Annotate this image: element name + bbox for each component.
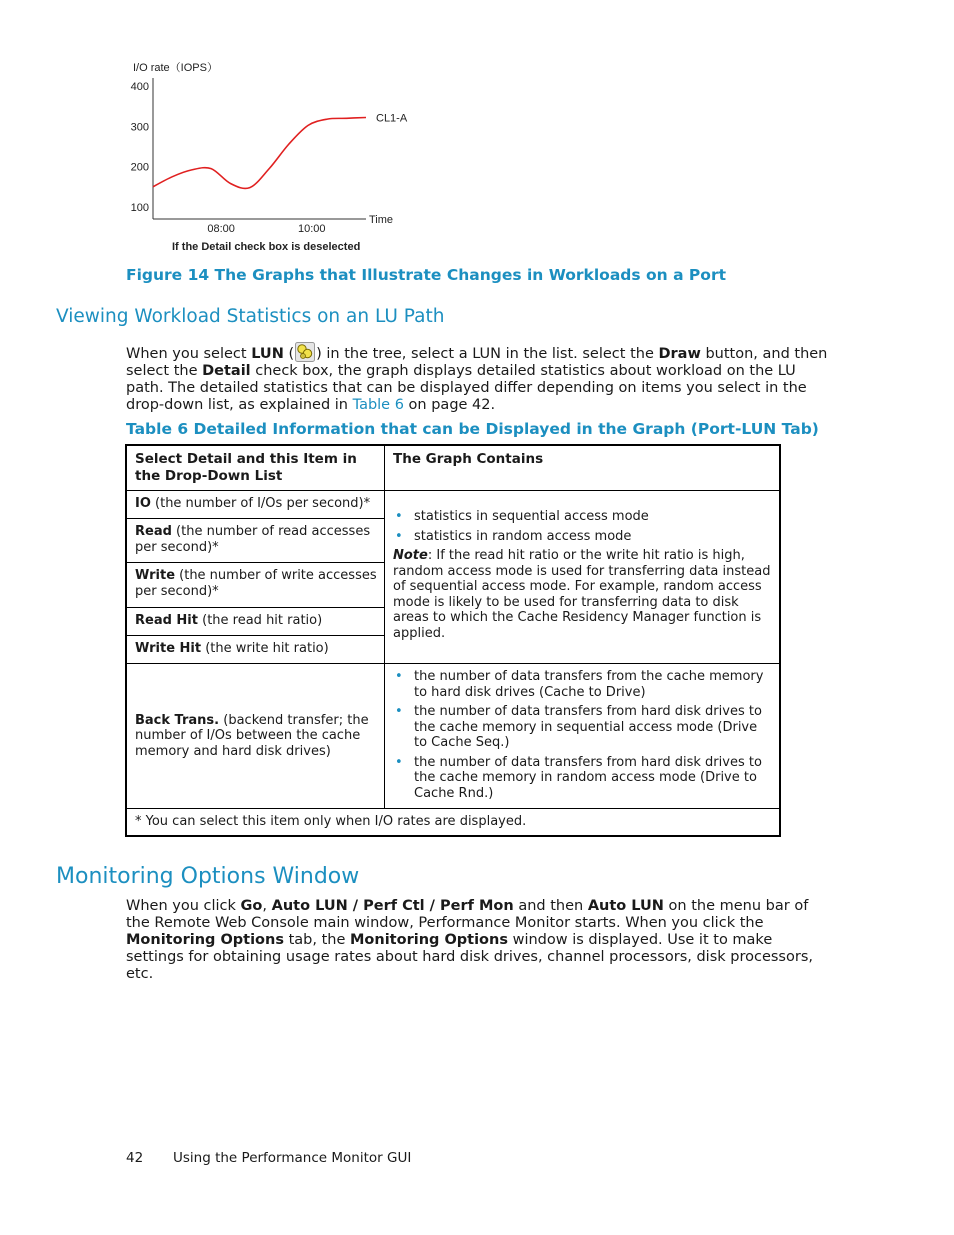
y-tick-label: 400: [130, 81, 149, 94]
item-name: Write: [135, 568, 176, 584]
section-paragraph: [126, 342, 834, 414]
main-paragraph: [126, 898, 834, 983]
table-header-row: [126, 445, 780, 491]
y-axis-label: I/O rate（IOPS）: [133, 62, 218, 74]
bold-run: Draw: [658, 346, 701, 362]
main-heading: Monitoring Options Window: [56, 864, 360, 889]
bold-run: Auto LUN / Perf Ctl / Perf Mon: [271, 898, 514, 914]
x-tick-label: 08:00: [207, 223, 235, 235]
item-desc: (the read hit ratio): [197, 612, 323, 628]
series-line-cl1-a: [153, 118, 366, 189]
bold-run: Detail: [202, 363, 251, 379]
table-caption: Table 6 Detailed Information that can be Displayed in the Graph (Port-LUN Tab): [126, 420, 819, 438]
note-text: : If the read hit ratio or the write hit ratio is high, random access mode is used for transferring data instead of sequential access mode. For example, random access mode is likely to be used for transferring data to disk areas to which the Cache Residency Manager function is applied.: [393, 548, 771, 641]
y-tick-label: 100: [130, 201, 149, 214]
section-heading: Viewing Workload Statistics on an LU Path: [56, 306, 445, 327]
list-item: [393, 509, 772, 525]
bullet-icon: •: [395, 669, 403, 684]
list-item-text: the number of data transfers from hard disk drives to the cache memory in random access mode (Drive to Cache Rnd.): [414, 754, 762, 801]
text-run: tab, the: [283, 932, 350, 948]
y-tick-label: 200: [130, 161, 149, 174]
bullet-icon: •: [395, 509, 403, 524]
bold-run: Auto LUN: [587, 898, 664, 914]
table-footnote: * You can select this item only when I/O rates are displayed.: [126, 809, 780, 836]
table-row: [126, 664, 780, 809]
text-run: window is displayed. Use it to make settings for obtaining usage rates about hard disk drives, channel processors, disk processors, etc.: [126, 932, 813, 982]
table-header-cell: The Graph Contains: [385, 445, 781, 491]
table-cell: [126, 607, 385, 635]
bullet-list: [393, 509, 772, 544]
table-cell-group1: [385, 491, 781, 664]
table-note: [393, 548, 772, 641]
note-label: Note: [393, 548, 428, 563]
workload-chart: [120, 56, 420, 256]
list-item: [393, 755, 772, 802]
text-run: When you select: [126, 346, 252, 362]
detail-table: [125, 444, 781, 837]
table-cell-group2: [385, 664, 781, 809]
x-axis-label: Time: [369, 214, 394, 226]
table-row: [126, 491, 780, 519]
bold-run: LUN: [251, 346, 284, 362]
item-name: Read Hit: [135, 612, 198, 628]
text-run: When you click: [126, 898, 241, 914]
chart-note: If the Detail check box is deselected: [172, 241, 361, 253]
text-run: on page 42.: [403, 397, 496, 413]
item-desc: (the number of I/Os per second)*: [150, 496, 371, 511]
table-footnote-row: [126, 809, 780, 836]
y-tick-label: 300: [130, 121, 149, 134]
item-name: Write Hit: [135, 640, 202, 656]
bullet-icon: •: [395, 704, 403, 719]
table-header-cell: Select Detail and this Item in the Drop-Down List: [126, 445, 385, 491]
list-item: [393, 529, 772, 545]
bold-run: Monitoring Options: [350, 932, 508, 948]
text-run: check box, the graph displays detailed statistics about workload on the LU path. The detailed statistics that can be displayed differ depending on items you select in the drop-down list, as explained in: [126, 363, 807, 413]
bold-run: Monitoring Options: [126, 932, 284, 948]
item-desc: (the number of read accesses per second)*: [135, 524, 371, 555]
list-item-text: statistics in random access mode: [414, 528, 632, 544]
list-item: [393, 704, 772, 751]
text-run: ) in the tree, select a LUN in the list. select the: [316, 346, 659, 362]
x-tick-label: 10:00: [298, 223, 326, 235]
item-desc: (the number of write accesses per second)*: [135, 568, 377, 599]
item-name: IO: [135, 496, 151, 511]
bold-run: Go: [240, 898, 263, 914]
item-desc: (backend transfer; the number of I/Os between the cache memory and hard disk drives): [135, 712, 369, 759]
page-number: 42: [126, 1150, 144, 1166]
text-run: and then: [513, 898, 588, 914]
table-cell: [126, 635, 385, 663]
running-title: Using the Performance Monitor GUI: [173, 1150, 412, 1166]
text-run: (: [283, 346, 295, 362]
table-6-link[interactable]: Table 6: [352, 397, 404, 413]
list-item-text: statistics in sequential access mode: [414, 509, 649, 524]
table-cell: [126, 563, 385, 607]
workload-chart-svg: [120, 56, 420, 256]
text-run: button, and then select the: [126, 346, 828, 379]
list-item: [393, 669, 772, 700]
list-item-text: the number of data transfers from hard disk drives to the cache memory in sequential access mode (Drive to Cache Seq.): [414, 704, 762, 750]
bullet-icon: •: [395, 754, 403, 770]
item-name: Read: [135, 524, 172, 540]
bullet-list: [393, 669, 772, 801]
lun-icon: [295, 342, 315, 362]
text-run: ,: [262, 898, 272, 914]
text-run: on the menu bar of the Remote Web Console main window, Performance Monitor starts. When you click the: [126, 898, 809, 931]
item-name: Back Trans.: [135, 712, 220, 728]
table-cell: [126, 491, 385, 519]
item-desc: (the write hit ratio): [201, 640, 329, 656]
series-label: CL1-A: [376, 112, 408, 125]
table-cell: [126, 519, 385, 563]
list-item-text: the number of data transfers from the cache memory to hard disk drives (Cache to Drive): [414, 669, 764, 700]
bullet-icon: •: [395, 528, 403, 544]
table-cell: [126, 664, 385, 809]
figure-caption: Figure 14 The Graphs that Illustrate Changes in Workloads on a Port: [126, 266, 726, 284]
